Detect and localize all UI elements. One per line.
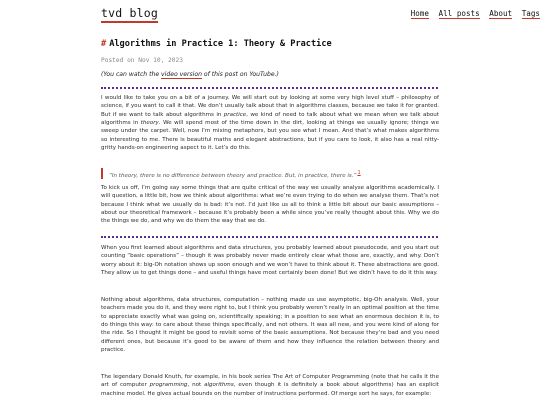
- post-title-text: Algorithms in Practice 1: Theory & Practice: [109, 39, 332, 49]
- paragraph-critique: To kick us off, I’m going say some things that are quite critical of the way we usually analyse algorithms academically. I will question, a little bit, how we think about algorithms: what we’re even trying to do when we analyse them. That’s not because I think what we usually do is bad: it’s not. I’d just like us all to think a little bit about our basic assumptions – about our theoretical framework – because it’s probably been a while since you’ve really thought about this. Why we do the things we do, and why we do them the way that we do.: [101, 185, 439, 225]
- p1-text-c: . We will spend most of the time down in the dirt, looking at things we usually ignore; things we sweep under the carpet. Well, now I’m mixing metaphors, but you see what I mean. And that’s what makes algorithms so interesting to me. There is beautiful maths and elegant abstractions, but if you care to look, it also has a real nitty-gritty hands-on engineering aspect to it. Let’s do this.: [101, 120, 440, 152]
- video-note-prefix: (You can watch the: [101, 71, 162, 78]
- paragraph-knuth: [101, 373, 439, 398]
- p5-text-c: , even though it is definitely a book about algorithms) has an explicit machine model. He gives actual bounds on the number of instructions performed. Of merge sort he says, for example:: [101, 382, 439, 397]
- video-note: [101, 71, 279, 78]
- nav-home-link[interactable]: Home: [410, 9, 429, 18]
- p1-emphasis-practice: practice: [223, 111, 247, 118]
- site-title-link[interactable]: tvd blog: [101, 6, 158, 23]
- p5-text-b: , not: [187, 382, 205, 389]
- video-note-suffix: of this post on YouTube.): [201, 71, 279, 78]
- dotted-divider: [101, 236, 438, 238]
- p1-text-a: I would like to take you on a bit of a journey. We will start out by looking at some very high level stuff – philosophy of science, if you want to call it that. We don’t usually talk about that in algorithms classes, because we take it for granted. But if we want to talk about algorithms in: [101, 95, 439, 118]
- p1-emphasis-theory: theory: [140, 120, 159, 127]
- main-nav: [406, 9, 540, 18]
- post-date: Posted on Nov 10, 2023: [101, 57, 183, 64]
- nav-all-posts-link[interactable]: All posts: [438, 9, 480, 18]
- p4-text-b: us use asymptotic, big-Oh analysis. Well, your teachers made you do it, and they were right to, but I think you probably weren’t really in an optimal position at the time to appreciate exactly what was going on, scientifically speaking; in a position to see what an enormous decision it is, to do things this way: to care about these things specifically, and not others. It was all new, and you were kind of along for the ride. So I thought it might be good to revisit some of the basic assumptions. Not because they’re bad and you need different ones, but because it’s good to be aware of them and how they influence the relation between theory and practice.: [101, 297, 439, 354]
- paragraph-big-oh: [101, 296, 439, 354]
- footnote-link[interactable]: 1: [357, 170, 361, 176]
- p4-emphasis-made: made: [289, 297, 306, 303]
- video-version-link[interactable]: video version: [161, 71, 202, 78]
- p4-text-a: Nothing about algorithms, data structures, computation – nothing: [101, 297, 290, 303]
- post-title: [101, 39, 332, 49]
- dotted-divider: [101, 87, 438, 89]
- paragraph-intro: [101, 94, 439, 152]
- site-header: [101, 0, 540, 44]
- blockquote: [101, 168, 447, 179]
- nav-about-link[interactable]: About: [489, 9, 513, 18]
- page: [101, 0, 540, 397]
- paragraph-pseudocode: When you first learned about algorithms and data structures, you probably learned about pseudocode, and you start out counting “basic operations” – though it was probably never made entirely clear what those are, exactly, and why. Don’t worry about it: big-Oh notation shows up soon enough and we won’t have to think about it. These abstractions are good. They allow us to get things done – and useful things have most certainly been done! But we didn’t have to do it this way.: [101, 245, 439, 277]
- nav-tags-link[interactable]: Tags: [521, 9, 540, 18]
- p5-emphasis-programming: programming: [149, 382, 188, 389]
- p1-text-b: , we kind of need to talk about what we mean when we talk about algorithms in: [101, 111, 439, 127]
- quote-text: “In theory, there is no difference between theory and practice. But, in practice, there is.”: [109, 172, 357, 179]
- p5-text-a: The legendary Donald Knuth, for example, in his book series The Art of Computer Programming (note that he calls it the art of computer: [101, 374, 439, 389]
- p5-emphasis-algorithms: algorithms: [204, 382, 234, 389]
- title-hash-mark: #: [101, 39, 107, 49]
